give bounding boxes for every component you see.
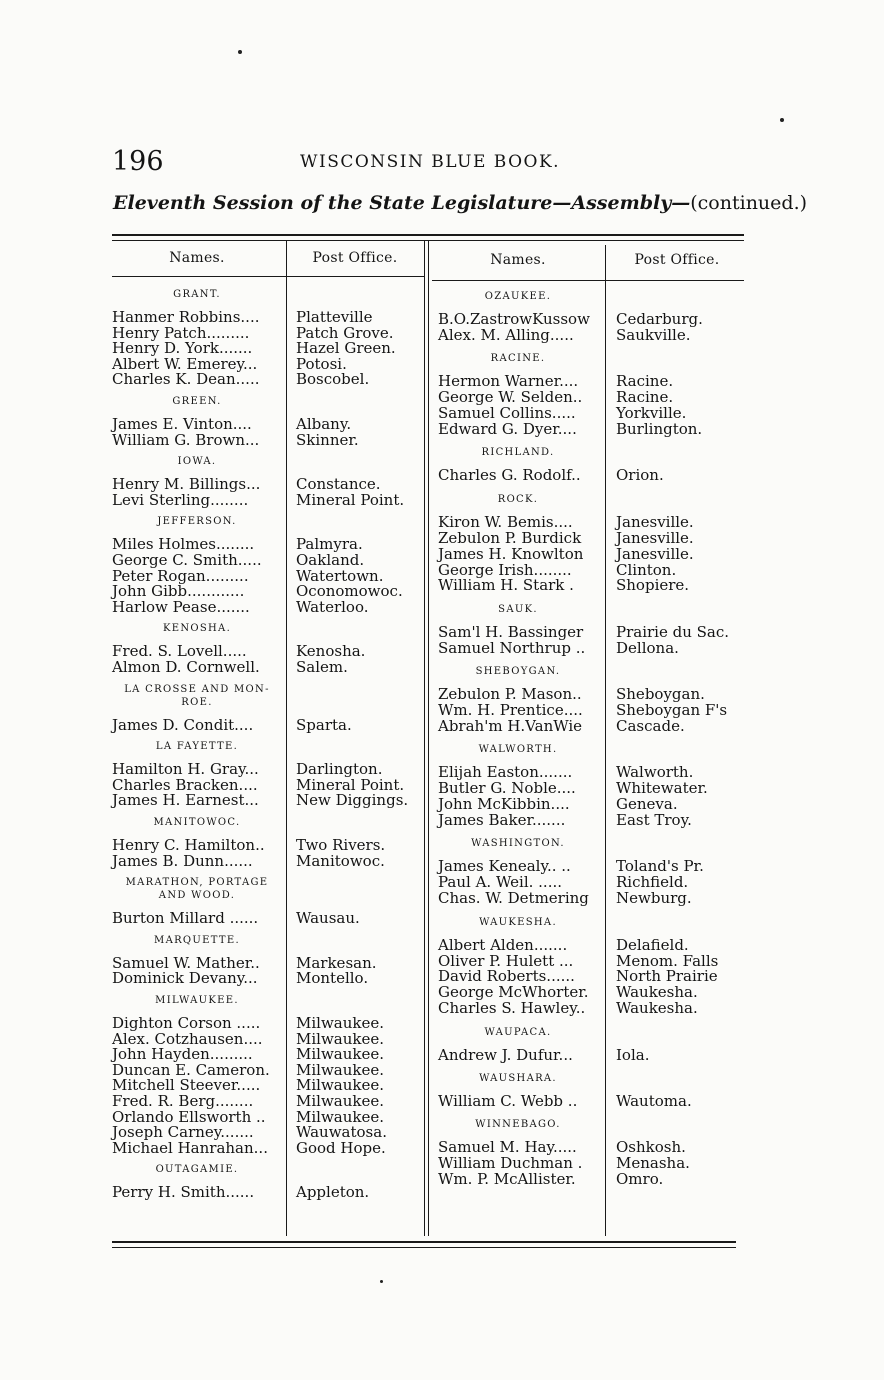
member-post-office: Wausau. <box>296 909 360 928</box>
member-name: Samuel M. Hay..... <box>438 1138 577 1157</box>
ink-speck <box>238 50 242 54</box>
county-heading: WASHINGTON. <box>471 838 565 850</box>
member-post-office: Whitewater. <box>616 779 708 798</box>
member-name: Michael Hanrahan... <box>112 1138 268 1157</box>
member-post-office: Milwaukee. <box>296 1092 385 1110</box>
member-post-office: Waukesha. <box>616 999 698 1018</box>
member-post-office: Oconomowoc. <box>296 582 403 601</box>
member-name: James E. Vinton.... <box>112 415 252 433</box>
member-post-office: North Prairie <box>616 967 718 986</box>
member-post-office: Sparta. <box>296 715 352 734</box>
county-heading: RACINE. <box>490 353 546 365</box>
member-name: Charles K. Dean..... <box>112 370 260 389</box>
member-post-office: Burlington. <box>616 420 703 438</box>
member-name: Duncan E. Cameron. <box>112 1060 270 1079</box>
member-post-office: Walworth. <box>616 763 694 782</box>
county-heading: WINNEBAGO. <box>475 1119 561 1131</box>
member-name: Miles Holmes........ <box>112 535 255 554</box>
member-name: Alex. Cotzhausen.... <box>112 1029 263 1048</box>
member-post-office: Dellona. <box>616 638 679 657</box>
member-post-office: Janesville. <box>616 512 694 531</box>
member-post-office: Waukesha. <box>616 983 698 1002</box>
center-divider <box>424 241 425 1236</box>
member-post-office: Milwaukee. <box>296 1045 385 1064</box>
member-name: George McWhorter. <box>438 983 589 1002</box>
member-name: James H. Knowlton <box>438 544 584 563</box>
member-name: Burton Millard ...... <box>112 909 259 928</box>
member-name: William G. Brown... <box>112 430 260 449</box>
member-post-office: Good Hope. <box>296 1138 386 1157</box>
member-post-office: Mineral Point. <box>296 490 405 509</box>
member-post-office: Waterloo. <box>296 597 369 616</box>
member-post-office: Shopiere. <box>616 576 690 595</box>
member-name: Wm. H. Prentice.... <box>438 701 583 719</box>
member-post-office: Cedarburg. <box>616 310 703 328</box>
member-post-office: Yorkville. <box>616 404 687 423</box>
center-divider <box>428 241 429 1236</box>
member-post-office: Boscobel. <box>296 370 370 389</box>
member-name: Joseph Carney....... <box>112 1123 254 1142</box>
member-name: James B. Dunn...... <box>112 851 253 870</box>
member-post-office: Janesville. <box>616 544 694 563</box>
member-name: Henry M. Billings... <box>112 475 261 494</box>
top-rule-thick <box>112 234 744 236</box>
county-heading: SAUK. <box>498 603 538 615</box>
member-name: Albert W. Emerey... <box>112 354 258 373</box>
member-name: Almon D. Cornwell. <box>112 658 260 676</box>
member-post-office: Milwaukee. <box>296 1107 385 1126</box>
member-name: Kiron W. Bemis.... <box>438 512 573 531</box>
member-name: Elijah Easton....... <box>438 763 573 782</box>
column-divider <box>605 245 606 1236</box>
member-name: Sam'l H. Bassinger <box>438 622 584 641</box>
member-post-office: Milwaukee. <box>296 1014 385 1032</box>
county-heading: GRANT. <box>173 289 221 300</box>
member-post-office: Patch Grove. <box>296 323 394 342</box>
member-post-office: Two Rivers. <box>296 836 386 854</box>
county-heading: GREEN. <box>172 396 222 407</box>
member-name: Albert Alden....... <box>438 935 568 954</box>
member-name: Hanmer Robbins.... <box>112 308 260 326</box>
county-heading: MARQUETTE. <box>154 934 240 946</box>
member-name: Samuel Collins..... <box>438 404 576 423</box>
member-post-office: Richfield. <box>616 873 689 892</box>
member-post-office: Wauwatosa. <box>296 1123 387 1142</box>
member-name: George Irish........ <box>438 560 572 579</box>
member-name: Samuel Northrup .. <box>438 638 586 657</box>
member-post-office: Constance. <box>296 475 381 494</box>
member-post-office: Orion. <box>616 466 664 485</box>
header-rule-left <box>112 276 424 277</box>
col-header-left-names: Names. <box>169 250 225 266</box>
county-heading: OZAUKEE. <box>484 291 552 302</box>
member-name: Peter Rogan......... <box>112 566 249 585</box>
member-name: Chas. W. Detmering <box>438 889 589 908</box>
member-post-office: Newburg. <box>616 889 692 908</box>
member-post-office: Milwaukee. <box>296 1029 385 1048</box>
member-post-office: Omro. <box>616 1170 664 1189</box>
member-name: George W. Selden.. <box>438 388 583 407</box>
member-post-office: Albany. <box>296 415 352 433</box>
member-name: Dighton Corson ..... <box>112 1014 261 1032</box>
member-post-office: Palmyra. <box>296 535 363 554</box>
member-post-office: Prairie du Sac. <box>616 622 730 641</box>
member-name: William Duchman . <box>438 1154 583 1173</box>
member-post-office: Appleton. <box>296 1183 370 1202</box>
member-post-office: Janesville. <box>616 528 694 547</box>
member-post-office: Sheboygan F's <box>616 701 728 719</box>
county-heading: WAUSHARA. <box>479 1073 557 1084</box>
member-post-office: Milwaukee. <box>296 1076 385 1095</box>
member-post-office: New Diggings. <box>296 791 409 810</box>
member-post-office: Salem. <box>296 658 348 676</box>
member-name: Henry Patch......... <box>112 323 250 342</box>
member-name: Dominick Devany... <box>112 969 258 988</box>
member-post-office: Delafield. <box>616 935 689 954</box>
member-post-office: Sheboygan. <box>616 685 705 704</box>
member-post-office: Mineral Point. <box>296 775 405 794</box>
bottom-rule-thick <box>112 1241 736 1243</box>
table-caption <box>113 192 807 214</box>
member-post-office: Darlington. <box>296 760 383 779</box>
county-heading: MARATHON, PORTAGE AND WOOD. <box>125 877 269 902</box>
member-name: Charles Bracken.... <box>112 775 258 794</box>
col-header-left-post: Post Office. <box>312 250 398 266</box>
col-header-right-names: Names. <box>490 252 546 268</box>
member-name: Paul A. Weil. ..... <box>438 873 562 892</box>
member-post-office: Montello. <box>296 969 369 988</box>
member-name: Zebulon P. Mason.. <box>438 685 582 704</box>
member-name: Butler G. Noble.... <box>438 779 576 798</box>
running-title: WISCONSIN BLUE BOOK. <box>300 152 561 172</box>
ink-speck <box>380 1280 383 1283</box>
member-name: John Gibb............ <box>112 582 245 601</box>
caption-italic: Eleventh Session of the State Legislature—Assembly— <box>113 192 691 214</box>
caption-continued: (continued.) <box>690 192 808 214</box>
county-heading: JEFFERSON. <box>157 516 237 528</box>
member-post-office: Watertown. <box>296 566 384 585</box>
member-name: Alex. M. Alling..... <box>438 325 574 344</box>
member-post-office: Racine. <box>616 388 674 407</box>
member-name: Samuel W. Mather.. <box>112 953 260 972</box>
bottom-rule-thin <box>112 1247 736 1248</box>
member-post-office: Hazel Green. <box>296 339 396 358</box>
member-name: Abrah'm H.VanWie <box>438 716 583 735</box>
ink-speck <box>780 118 784 122</box>
member-name: Fred. R. Berg........ <box>112 1092 254 1110</box>
member-name: Oliver P. Hulett ... <box>438 951 574 970</box>
county-heading: WAUKESHA. <box>479 916 557 928</box>
county-heading: MANITOWOC. <box>153 817 241 828</box>
col-header-right-post: Post Office. <box>634 252 720 268</box>
member-post-office: Racine. <box>616 372 674 391</box>
member-post-office: Menasha. <box>616 1154 690 1173</box>
member-post-office: Menom. Falls <box>616 951 719 970</box>
member-name: Henry D. York....... <box>112 339 253 358</box>
member-name: Orlando Ellsworth .. <box>112 1107 266 1126</box>
member-post-office: Iola. <box>616 1045 650 1064</box>
column-divider <box>286 241 287 1236</box>
member-name: Andrew J. Dufur... <box>438 1045 573 1064</box>
county-heading: RICHLAND. <box>481 447 555 459</box>
county-heading: SHEBOYGAN. <box>475 666 561 678</box>
member-name: James Kenealy.. .. <box>438 857 571 876</box>
member-post-office: Platteville <box>296 308 373 326</box>
member-name: Perry H. Smith...... <box>112 1183 255 1202</box>
county-heading: MILWAUKEE. <box>155 995 239 1006</box>
header-rule-right <box>432 280 744 281</box>
member-name: Wm. P. McAllister. <box>438 1170 576 1189</box>
member-post-office: Skinner. <box>296 430 359 449</box>
member-name: John Hayden......... <box>112 1045 253 1064</box>
member-name: Zebulon P. Burdick <box>438 528 582 547</box>
member-post-office: Oshkosh. <box>616 1138 686 1157</box>
member-post-office: Clinton. <box>616 560 677 579</box>
member-name: Mitchell Steever..... <box>112 1076 261 1095</box>
member-post-office: Toland's Pr. <box>616 857 704 876</box>
member-name: Edward G. Dyer.... <box>438 420 577 438</box>
county-heading: LA FAYETTE. <box>155 741 239 753</box>
member-name: Fred. S. Lovell..... <box>112 642 247 661</box>
member-post-office: East Troy. <box>616 811 692 829</box>
member-name: Harlow Pease....... <box>112 597 250 616</box>
member-name: George C. Smith..... <box>112 551 262 569</box>
county-heading: KENOSHA. <box>162 623 232 635</box>
county-heading: ROCK. <box>497 493 539 505</box>
member-name: John McKibbin.... <box>438 795 570 814</box>
member-name: James Baker....... <box>438 811 566 829</box>
member-post-office: Geneva. <box>616 795 678 814</box>
member-name: Hamilton H. Gray... <box>112 760 259 779</box>
member-post-office: Oakland. <box>296 551 365 569</box>
member-post-office: Potosi. <box>296 354 347 373</box>
member-name: Charles G. Rodolf.. <box>438 466 581 485</box>
member-name: Levi Sterling........ <box>112 490 249 509</box>
member-name: William H. Stark . <box>438 576 574 595</box>
member-post-office: Cascade. <box>616 716 685 735</box>
member-post-office: Milwaukee. <box>296 1060 385 1079</box>
member-name: Hermon Warner.... <box>438 372 579 391</box>
member-post-office: Manitowoc. <box>296 851 385 870</box>
county-heading: OUTAGAMIE. <box>155 1164 239 1176</box>
member-name: B.O.ZastrowKussow <box>438 310 590 328</box>
member-name: David Roberts...... <box>438 967 575 986</box>
page-number: 196 <box>112 146 164 177</box>
member-name: Henry C. Hamilton.. <box>112 836 265 854</box>
county-heading: WAUPACA. <box>484 1026 552 1038</box>
member-post-office: Wautoma. <box>616 1092 692 1110</box>
member-name: Charles S. Hawley.. <box>438 999 586 1018</box>
member-name: James D. Condit.... <box>112 715 254 734</box>
member-name: James H. Earnest... <box>112 791 259 810</box>
member-post-office: Kenosha. <box>296 642 366 661</box>
member-name: William C. Webb .. <box>438 1092 578 1110</box>
member-post-office: Markesan. <box>296 953 377 972</box>
county-heading: LA CROSSE AND MON-ROE. <box>124 683 270 708</box>
member-post-office: Saukville. <box>616 325 691 344</box>
county-heading: IOWA. <box>177 456 217 468</box>
county-heading: WALWORTH. <box>478 744 558 756</box>
